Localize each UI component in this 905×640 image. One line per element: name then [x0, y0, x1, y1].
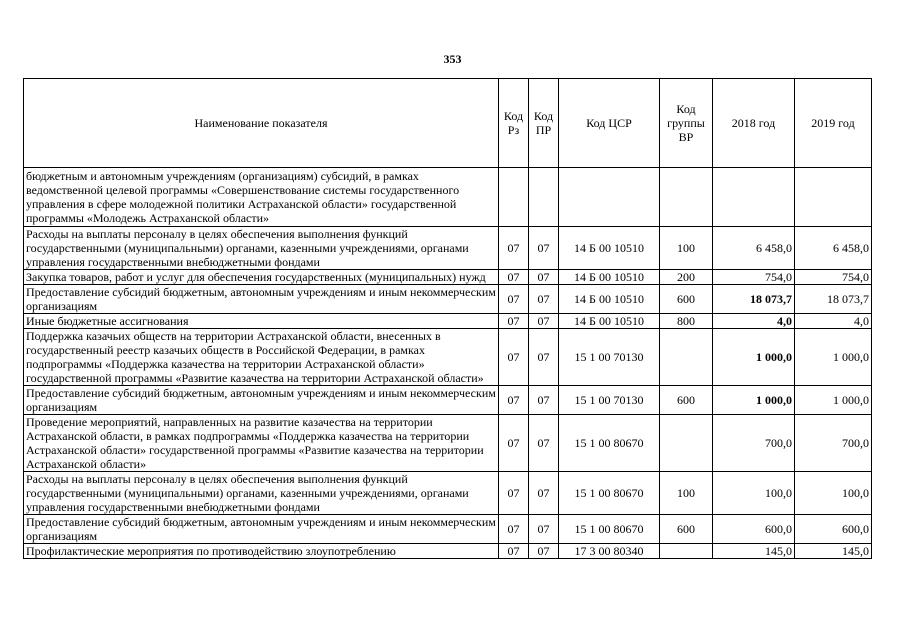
row-csr: 14 Б 00 10510 — [559, 270, 660, 285]
row-csr: 15 1 00 80670 — [559, 515, 660, 544]
budget-table — [23, 78, 872, 559]
row-pr — [529, 168, 559, 227]
row-name: Иные бюджетные ассигнования — [24, 314, 499, 329]
table-row — [24, 285, 872, 314]
row-vr: 200 — [660, 270, 713, 285]
row-csr: 15 1 00 80670 — [559, 415, 660, 472]
header-2019: 2019 год — [795, 79, 872, 168]
row-pr: 07 — [529, 227, 559, 270]
row-2018: 1 000,0 — [713, 386, 795, 415]
table-row — [24, 515, 872, 544]
header-name: Наименование показателя — [24, 79, 499, 168]
row-rz: 07 — [499, 329, 529, 386]
row-2019: 1 000,0 — [795, 386, 872, 415]
page-number: 353 — [443, 52, 462, 66]
table-row — [24, 472, 872, 515]
table-row — [24, 227, 872, 270]
row-2018: 18 073,7 — [713, 285, 795, 314]
row-vr — [660, 415, 713, 472]
row-rz: 07 — [499, 386, 529, 415]
table-row — [24, 168, 872, 227]
row-2019: 754,0 — [795, 270, 872, 285]
header-pr: Код ПР — [529, 79, 559, 168]
row-2018: 100,0 — [713, 472, 795, 515]
row-csr: 14 Б 00 10510 — [559, 314, 660, 329]
row-vr — [660, 168, 713, 227]
row-name: Закупка товаров, работ и услуг для обеспечения государственных (муниципальных) нужд — [24, 270, 499, 285]
row-pr: 07 — [529, 544, 559, 559]
row-2018: 6 458,0 — [713, 227, 795, 270]
row-pr: 07 — [529, 270, 559, 285]
row-name: Расходы на выплаты персоналу в целях обеспечения выполнения функций государственными (муниципальными) органами, казенными учреждениями, органами управления государственными внебюджетными фондами — [24, 472, 499, 515]
row-csr: 15 1 00 70130 — [559, 386, 660, 415]
row-rz: 07 — [499, 544, 529, 559]
header-vr: Код группы ВР — [660, 79, 713, 168]
row-name: Проведение мероприятий, направленных на развитие казачества на территории Астраханской области, в рамках подпрограммы «Поддержка казачества на территории Астраханской области» государственной программы «Развитие казачества на территории Астраханской области» — [24, 415, 499, 472]
row-2018: 4,0 — [713, 314, 795, 329]
row-pr: 07 — [529, 515, 559, 544]
header-rz: Код Рз — [499, 79, 529, 168]
table-row — [24, 270, 872, 285]
row-vr: 600 — [660, 386, 713, 415]
row-vr: 100 — [660, 472, 713, 515]
row-rz: 07 — [499, 515, 529, 544]
row-2019: 600,0 — [795, 515, 872, 544]
row-csr: 14 Б 00 10510 — [559, 227, 660, 270]
row-rz: 07 — [499, 285, 529, 314]
row-name: Предоставление субсидий бюджетным, автономным учреждениям и иным некоммерческим организациям — [24, 515, 499, 544]
row-vr: 800 — [660, 314, 713, 329]
row-2019: 4,0 — [795, 314, 872, 329]
row-2018 — [713, 168, 795, 227]
row-2018: 600,0 — [713, 515, 795, 544]
row-pr: 07 — [529, 415, 559, 472]
row-csr: 17 3 00 80340 — [559, 544, 660, 559]
row-2018: 145,0 — [713, 544, 795, 559]
table-row — [24, 329, 872, 386]
table-row — [24, 386, 872, 415]
row-2019: 100,0 — [795, 472, 872, 515]
header-row — [24, 79, 872, 168]
row-name: Поддержка казачьих обществ на территории Астраханской области, внесенных в государственный реестр казачьих обществ в Российской Федерации, в рамках подпрограммы «Поддержка казачества на территории Астраханской области» государственной программы «Развитие казачества на территории Астраханской области» — [24, 329, 499, 386]
row-name: Предоставление субсидий бюджетным, автономным учреждениям и иным некоммерческим организациям — [24, 285, 499, 314]
row-name: Расходы на выплаты персоналу в целях обеспечения выполнения функций государственными (муниципальными) органами, казенными учреждениями, органами управления государственными внебюджетными фондами — [24, 227, 499, 270]
row-vr — [660, 544, 713, 559]
row-rz: 07 — [499, 472, 529, 515]
row-rz: 07 — [499, 415, 529, 472]
row-2019: 700,0 — [795, 415, 872, 472]
row-vr — [660, 329, 713, 386]
row-2019: 6 458,0 — [795, 227, 872, 270]
table-row — [24, 415, 872, 472]
table-row — [24, 314, 872, 329]
row-pr: 07 — [529, 386, 559, 415]
row-2019: 145,0 — [795, 544, 872, 559]
row-2018: 1 000,0 — [713, 329, 795, 386]
row-csr: 14 Б 00 10510 — [559, 285, 660, 314]
row-rz — [499, 168, 529, 227]
row-csr: 15 1 00 80670 — [559, 472, 660, 515]
row-rz: 07 — [499, 314, 529, 329]
row-csr: 15 1 00 70130 — [559, 329, 660, 386]
row-pr: 07 — [529, 285, 559, 314]
row-2018: 754,0 — [713, 270, 795, 285]
row-name: Профилактические мероприятия по противодействию злоупотреблению — [24, 544, 499, 559]
row-csr — [559, 168, 660, 227]
header-csr: Код ЦСР — [559, 79, 660, 168]
row-rz: 07 — [499, 227, 529, 270]
row-pr: 07 — [529, 314, 559, 329]
row-name: бюджетным и автономным учреждениям (организациям) субсидий, в рамках ведомственной целевой программы «Совершенствование системы государственного управления в сфере молодежной политики Астраханской области» государственной программы «Молодежь Астраханской области» — [24, 168, 499, 227]
header-2018: 2018 год — [713, 79, 795, 168]
row-name: Предоставление субсидий бюджетным, автономным учреждениям и иным некоммерческим организациям — [24, 386, 499, 415]
row-pr: 07 — [529, 329, 559, 386]
row-2019: 18 073,7 — [795, 285, 872, 314]
row-rz: 07 — [499, 270, 529, 285]
row-vr: 600 — [660, 285, 713, 314]
table-row — [24, 544, 872, 559]
row-2019 — [795, 168, 872, 227]
row-pr: 07 — [529, 472, 559, 515]
row-vr: 600 — [660, 515, 713, 544]
row-vr: 100 — [660, 227, 713, 270]
row-2018: 700,0 — [713, 415, 795, 472]
row-2019: 1 000,0 — [795, 329, 872, 386]
